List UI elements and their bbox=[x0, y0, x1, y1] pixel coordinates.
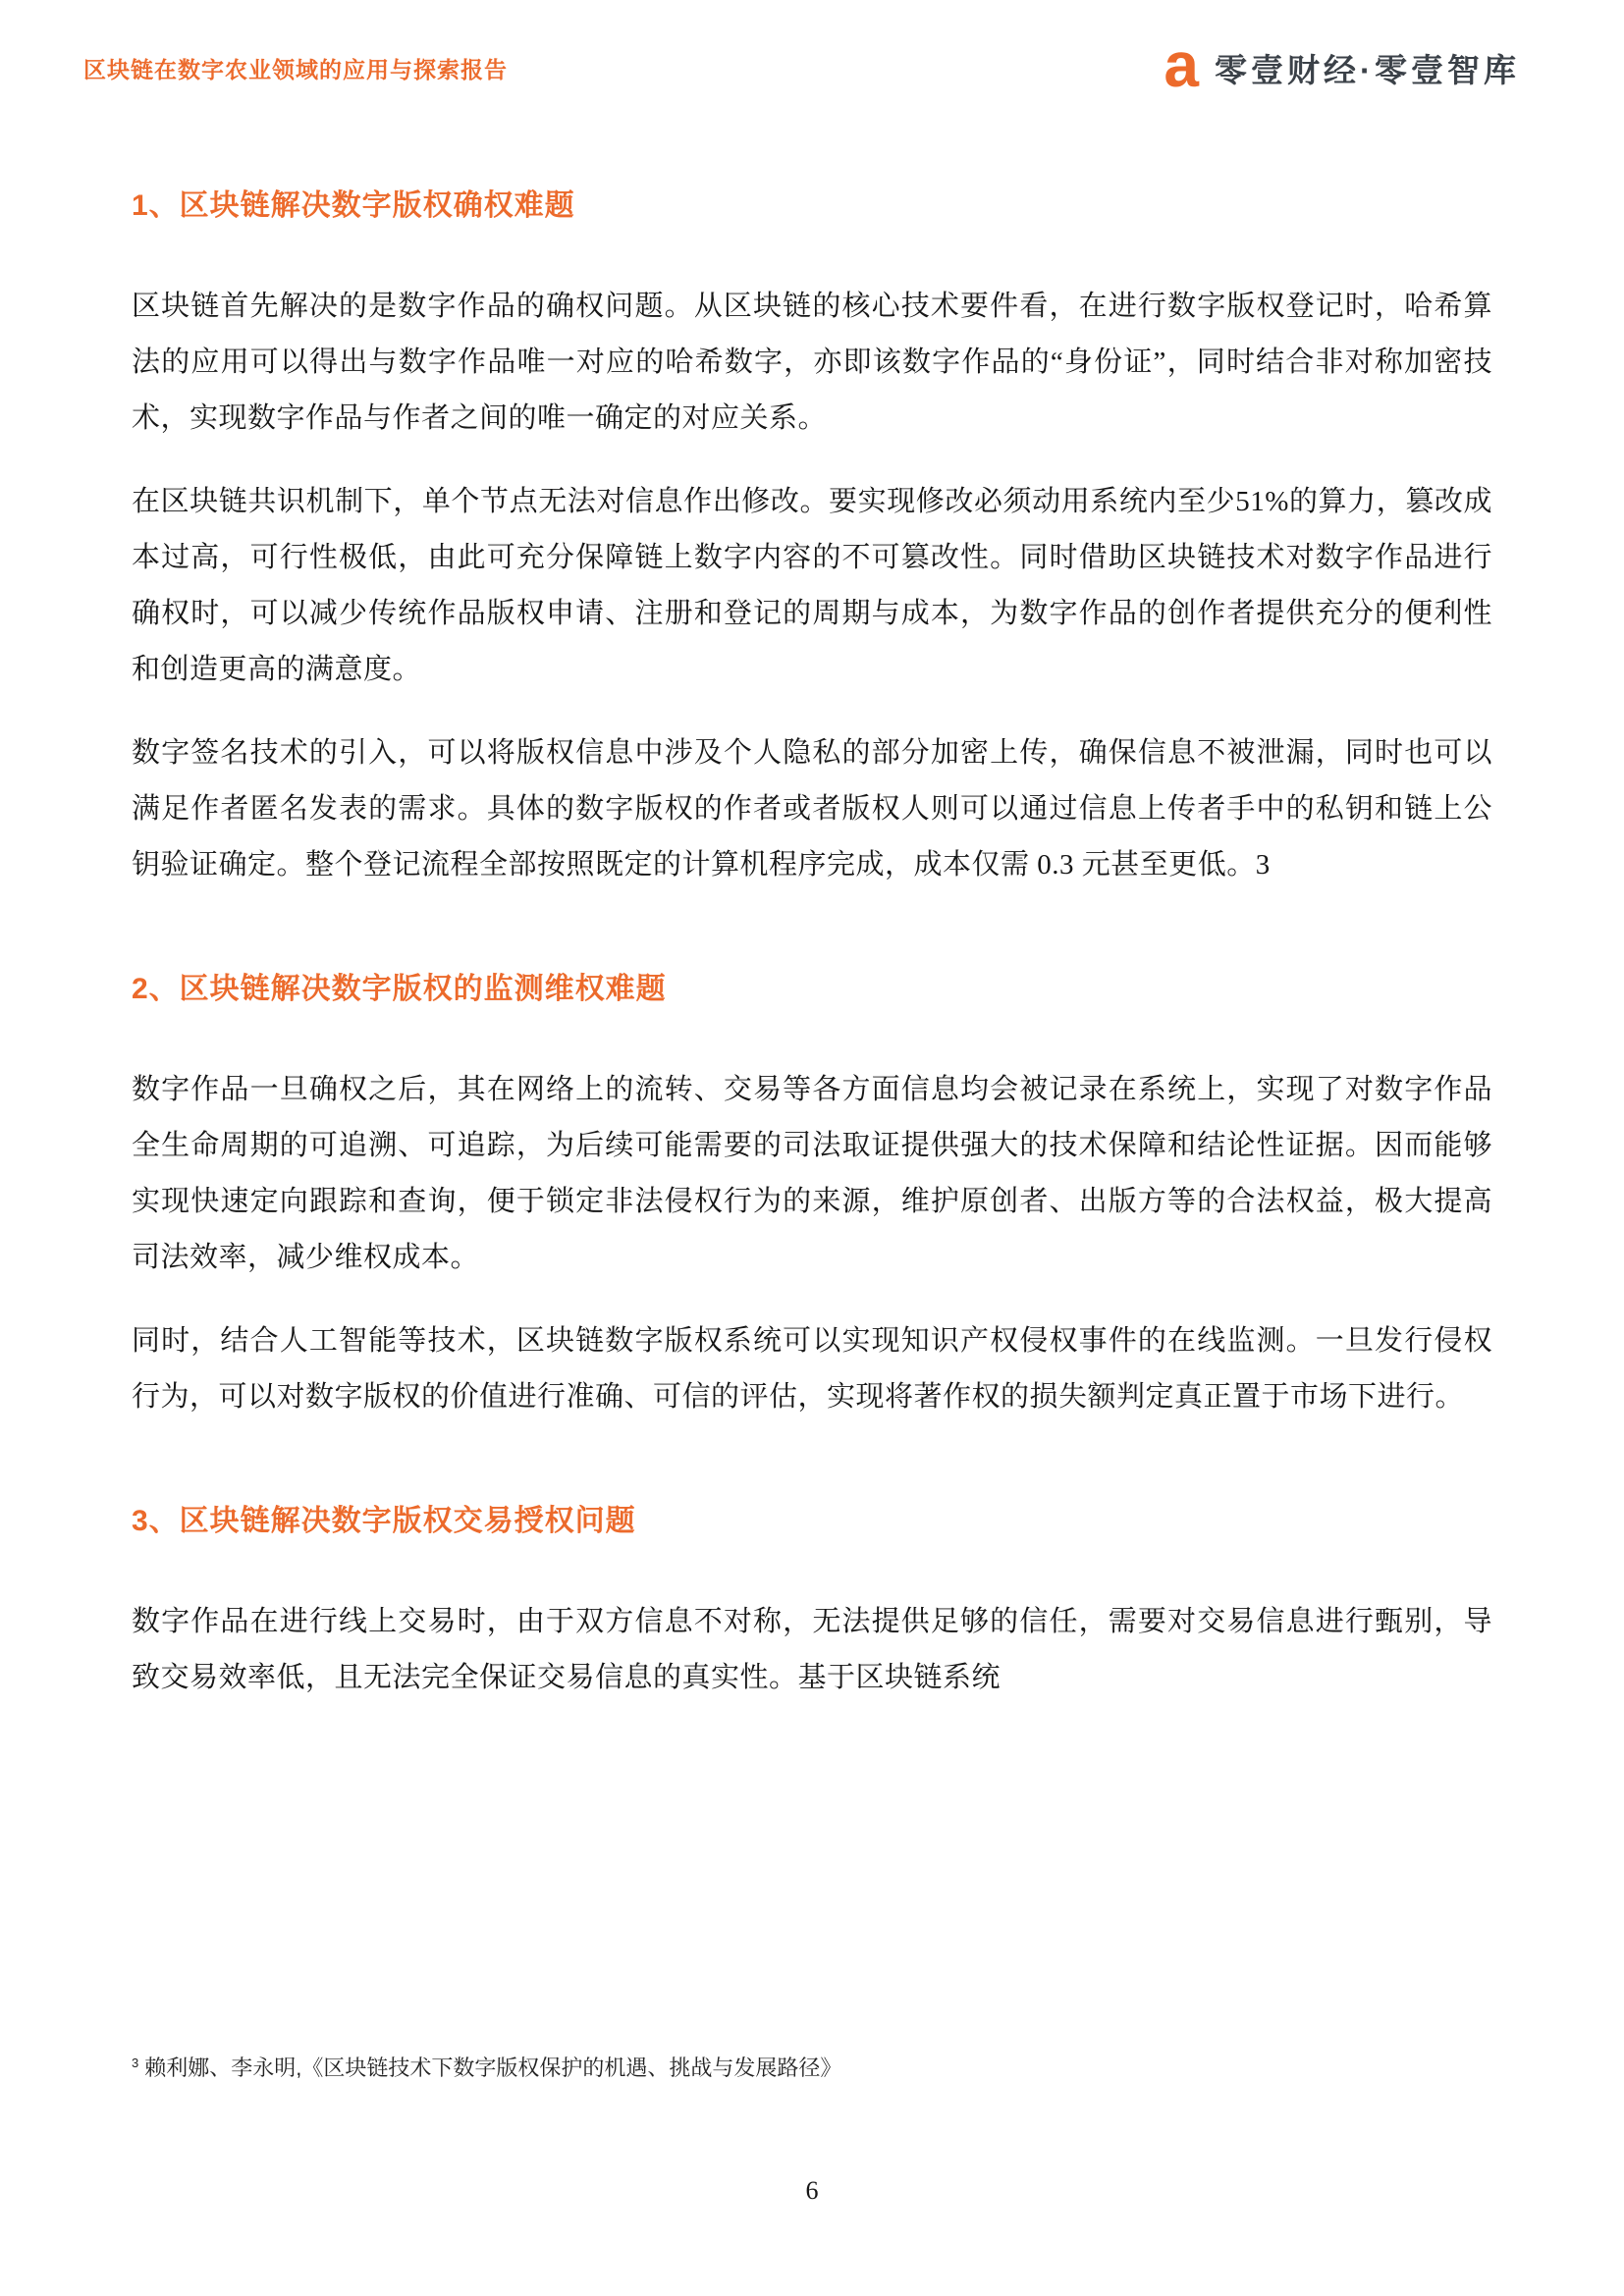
page-header bbox=[0, 0, 1624, 100]
footnote bbox=[132, 2052, 1492, 2082]
brand-logo-icon: a bbox=[1164, 29, 1199, 100]
section-1-heading: 1、区块链解决数字版权确权难题 bbox=[132, 189, 575, 223]
section-3-heading: 3、区块链解决数字版权交易授权问题 bbox=[132, 1505, 636, 1538]
section-1-paragraph-1: 区块链首先解决的是数字作品的确权问题。从区块链的核心技术要件看，在进行数字版权登记时，哈希算法的应用可以得出与数字作品唯一对应的哈希数字，亦即该数字作品的“身份证”，同时结合非对称加密技术，实现数字作品与作者之间的唯一确定的对应关系。 bbox=[132, 291, 1492, 435]
section-1-paragraph-2: 在区块链共识机制下，单个节点无法对信息作出修改。要实现修改必须动用系统内至少51%的算力，篡改成本过高，可行性极低，由此可充分保障链上数字内容的不可篡改性。同时借助区块链技术对数字作品进行确权时，可以减少传统作品版权申请、注册和登记的周期与成本，为数字作品的创作者提供充分的便利性和创造更高的满意度。 bbox=[132, 486, 1492, 686]
section-2 bbox=[132, 964, 1492, 1425]
page-number: 6 bbox=[805, 2176, 819, 2205]
brand-name: 零壹财经·零壹智库 bbox=[1215, 51, 1520, 88]
section-3 bbox=[132, 1496, 1492, 1706]
report-title: 区块链在数字农业领域的应用与探索报告 bbox=[83, 56, 508, 82]
brand-logo bbox=[1164, 29, 1520, 100]
section-2-paragraph-2: 同时，结合人工智能等技术，区块链数字版权系统可以实现知识产权侵权事件的在线监测。一旦发行侵权行为，可以对数字版权的价值进行准确、可信的评估，实现将著作权的损失额判定真正置于市场下进行。 bbox=[132, 1325, 1492, 1414]
page-content bbox=[0, 94, 1624, 1706]
footnote-marker: 3 bbox=[132, 2055, 139, 2070]
section-3-paragraph-1: 数字作品在进行线上交易时，由于双方信息不对称，无法提供足够的信任，需要对交易信息进行甄别，导致交易效率低，且无法完全保证交易信息的真实性。基于区块链系统 bbox=[132, 1606, 1492, 1694]
section-2-heading: 2、区块链解决数字版权的监测维权难题 bbox=[132, 973, 667, 1006]
footnote-text: 赖利娜、李永明,《区块链技术下数字版权保护的机遇、挑战与发展路径》 bbox=[144, 2056, 842, 2080]
section-2-paragraph-1: 数字作品一旦确权之后，其在网络上的流转、交易等各方面信息均会被记录在系统上，实现了对数字作品全生命周期的可追溯、可追踪，为后续可能需要的司法取证提供强大的技术保障和结论性证据。因而能够实现快速定向跟踪和查询，便于锁定非法侵权行为的来源，维护原创者、出版方等的合法权益，极大提高司法效率，减少维权成本。 bbox=[132, 1074, 1492, 1274]
section-1 bbox=[132, 181, 1492, 893]
section-1-paragraph-3: 数字签名技术的引入，可以将版权信息中涉及个人隐私的部分加密上传，确保信息不被泄漏，同时也可以满足作者匿名发表的需求。具体的数字版权的作者或者版权人则可以通过信息上传者手中的私钥和链上公钥验证确定。整个登记流程全部按照既定的计算机程序完成，成本仅需 0.3 元甚至更低。3 bbox=[132, 737, 1492, 881]
